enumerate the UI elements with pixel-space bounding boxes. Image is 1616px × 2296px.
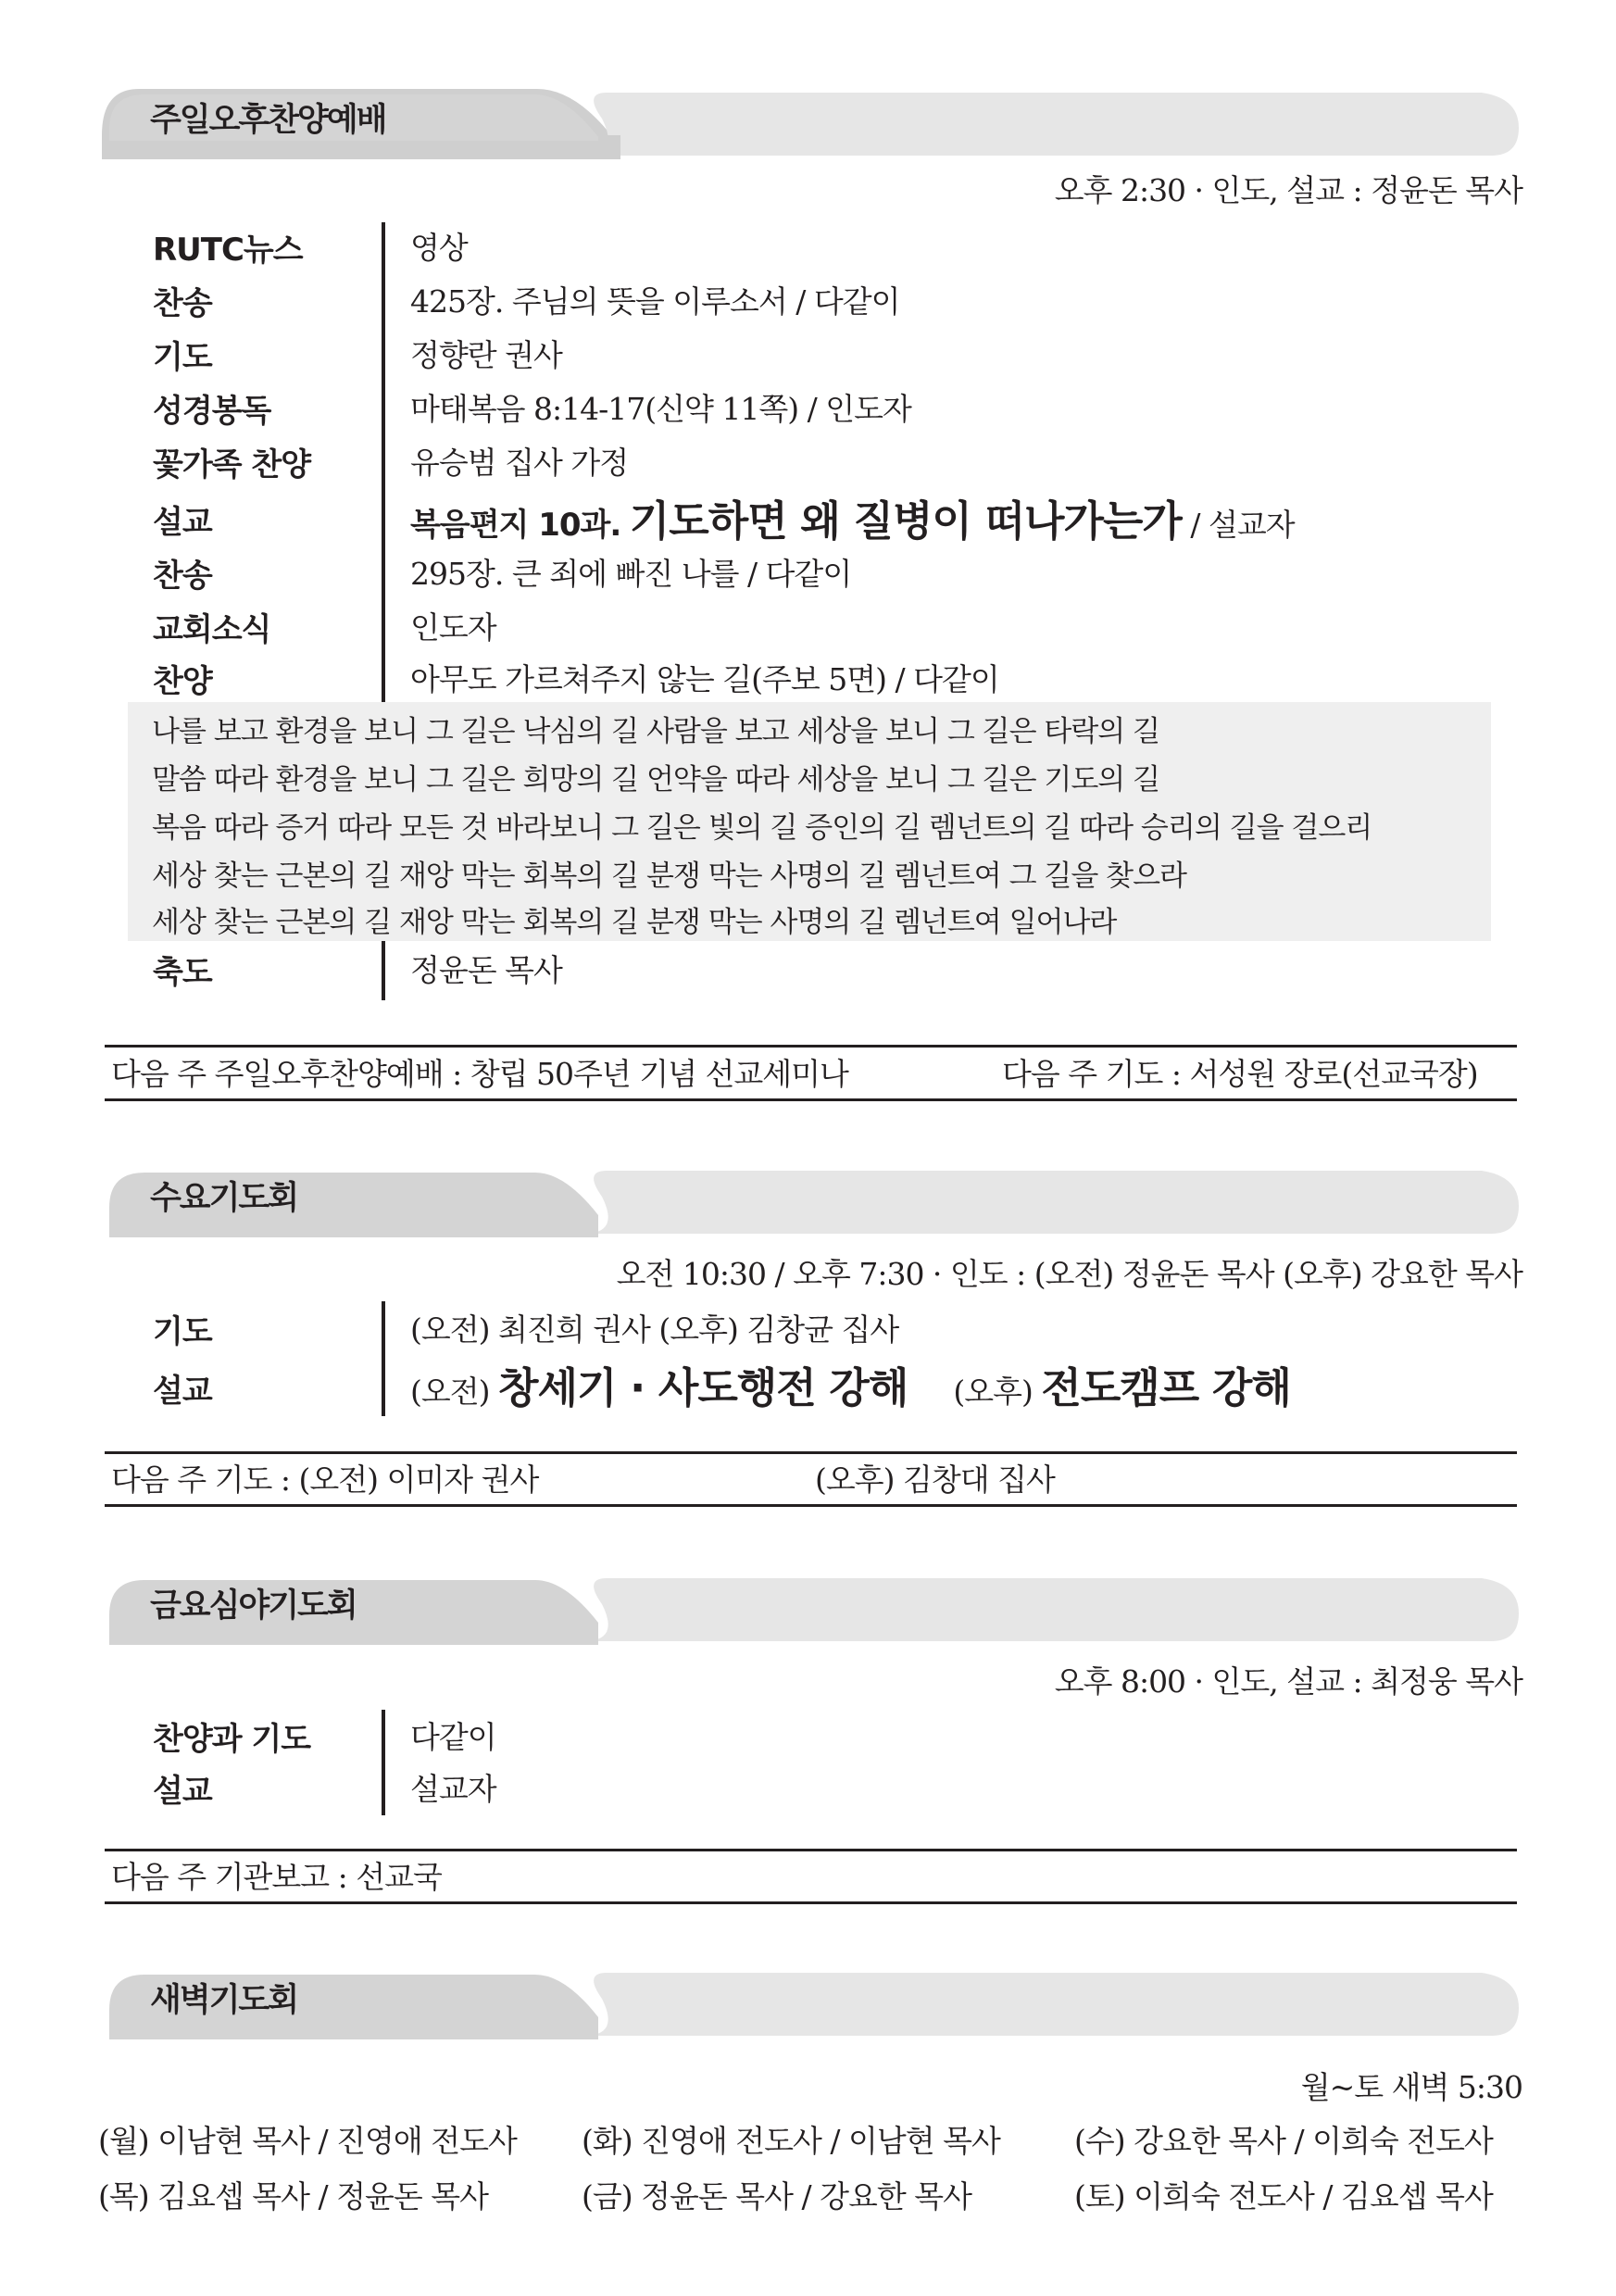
section-header-friday — [102, 1567, 1519, 1649]
rule-top — [105, 1045, 1517, 1048]
order-row-prayer — [153, 1300, 1449, 1354]
section-title: 금요심야기도회 — [150, 1587, 357, 1625]
lyrics-line: 나를 보고 환경을 보니 그 길은 낙심의 길 사람을 보고 세상을 보니 그 길은 타락의 길 — [152, 715, 1160, 748]
order-value: 영상 — [410, 230, 468, 266]
order-value: 정윤돈 목사 — [410, 952, 562, 988]
service-meta: 오후 2:30 · 인도, 설교 : 정윤돈 목사 — [1054, 172, 1522, 208]
sermon-pm-title: 전도캠프 강해 — [1041, 1363, 1291, 1412]
order-row-hymn-2 — [153, 545, 1449, 598]
lyrics-line: 세상 찾는 근본의 길 재앙 막는 회복의 길 분쟁 막는 사명의 길 렘넌트여 그 길을 찾으라 — [152, 859, 1186, 893]
order-value — [410, 487, 1295, 547]
order-label: 찬송 — [153, 558, 212, 595]
sermon-prefix: 복음편지 10과. — [410, 507, 621, 544]
section-header-sunday — [102, 82, 1519, 163]
order-label: 찬양과 기도 — [153, 1721, 311, 1758]
dawn-schedule-thu: (목) 김요셉 목사 / 정윤돈 목사 — [98, 2178, 488, 2214]
sermon-am-title: 창세기 · 사도행전 강해 — [498, 1363, 908, 1412]
rule-bottom — [105, 1098, 1517, 1101]
order-value: 425장. 주님의 뜻을 이루소서 / 다같이 — [410, 283, 900, 320]
order-row-sermon — [153, 1760, 1449, 1813]
order-row-sermon — [153, 1354, 1449, 1419]
order-label: 찬양 — [153, 663, 212, 700]
order-row-hymn — [153, 272, 1449, 326]
order-label: 기도 — [153, 339, 212, 376]
sermon-pm-tag: (오후) — [953, 1374, 1033, 1410]
lyrics-line: 세상 찾는 근본의 길 재앙 막는 회복의 길 분쟁 막는 사명의 길 렘넌트여 일어나라 — [152, 906, 1117, 939]
order-value: 유승범 집사 가정 — [410, 445, 629, 481]
service-meta: 오후 8:00 · 인도, 설교 : 최정웅 목사 — [1054, 1663, 1522, 1700]
sermon-title: 기도하면 왜 질병이 떠나가는가 — [629, 496, 1182, 546]
lyrics-line: 복음 따라 증거 따라 모든 것 바라보니 그 길은 빛의 길 증인의 길 렘넌트의 길 따라 승리의 길을 걸으리 — [152, 811, 1372, 845]
order-value: 설교자 — [410, 1771, 496, 1807]
order-value: 295장. 큰 죄에 빠진 나를 / 다같이 — [410, 556, 852, 592]
section-header-wednesday — [102, 1160, 1519, 1241]
order-row-praise — [153, 650, 1449, 704]
order-label: RUTC뉴스 — [153, 232, 303, 269]
lyrics-box — [128, 702, 1491, 941]
order-row-scripture — [153, 380, 1449, 433]
rule-bottom — [105, 1901, 1517, 1904]
order-row-benediction — [153, 941, 1449, 995]
order-label: 꽃가족 찬양 — [153, 446, 311, 483]
rule-top — [105, 1849, 1517, 1851]
order-value: 마태복음 8:14-17(신약 11쪽) / 인도자 — [410, 391, 911, 427]
sermon-suffix: / 설교자 — [1190, 507, 1295, 543]
order-value: 정향란 권사 — [410, 337, 562, 373]
dawn-schedule-sat: (토) 이희숙 전도사 / 김요셉 목사 — [1074, 2178, 1493, 2214]
order-row-news — [153, 219, 1449, 272]
order-row-prayer — [153, 326, 1449, 380]
order-label: 설교 — [153, 504, 212, 541]
order-label: 설교 — [153, 1773, 212, 1810]
dawn-schedule-fri: (금) 정윤돈 목사 / 강요한 목사 — [582, 2178, 971, 2214]
order-label: 기도 — [153, 1313, 212, 1350]
order-row-sermon — [153, 487, 1449, 548]
section-title: 새벽기도회 — [150, 1982, 298, 2019]
order-label: 축도 — [153, 954, 212, 991]
next-week-prayer: 다음 주 기도 : (오전) 이미자 권사 — [111, 1462, 539, 1498]
order-value: 아무도 가르쳐주지 않는 길(주보 5면) / 다같이 — [410, 661, 999, 697]
section-title: 수요기도회 — [150, 1180, 298, 1217]
next-week-prayer: 다음 주 기도 : 서성원 장로(선교국장) — [1002, 1056, 1478, 1092]
sermon-am-tag: (오전) — [410, 1374, 490, 1410]
order-label: 찬송 — [153, 285, 212, 322]
section-header-bar — [102, 1160, 1519, 1241]
dawn-schedule-tue: (화) 진영애 전도사 / 이남현 목사 — [582, 2123, 1000, 2159]
order-value — [410, 1354, 1291, 1414]
order-label: 성경봉독 — [153, 393, 271, 430]
section-title: 주일오후찬양예배 — [150, 102, 386, 139]
order-value: 다같이 — [410, 1719, 496, 1755]
section-header-bar — [102, 1962, 1519, 2043]
order-label: 교회소식 — [153, 611, 271, 648]
dawn-schedule-mon: (월) 이남현 목사 / 진영애 전도사 — [98, 2123, 517, 2159]
order-value: 인도자 — [410, 609, 496, 646]
next-week-prayer-pm: (오후) 김창대 집사 — [815, 1462, 1055, 1498]
order-row-family-praise — [153, 433, 1449, 487]
dawn-schedule-wed: (수) 강요한 목사 / 이희숙 전도사 — [1074, 2123, 1493, 2159]
next-week-service: 다음 주 주일오후찬양예배 : 창립 50주년 기념 선교세미나 — [111, 1056, 848, 1092]
rule-top — [105, 1451, 1517, 1454]
section-header-dawn — [102, 1962, 1519, 2043]
order-row-praise-prayer — [153, 1708, 1449, 1762]
next-week-report: 다음 주 기관보고 : 선교국 — [111, 1859, 442, 1895]
service-meta: 오전 10:30 / 오후 7:30 · 인도 : (오전) 정윤돈 목사 (오후) 강요한 목사 — [616, 1256, 1522, 1292]
order-label: 설교 — [153, 1373, 212, 1410]
lyrics-line: 말씀 따라 환경을 보니 그 길은 희망의 길 언약을 따라 세상을 보니 그 길은 기도의 길 — [152, 763, 1160, 797]
order-row-announcements — [153, 598, 1449, 652]
service-meta: 월~토 새벽 5:30 — [1300, 2069, 1522, 2105]
rule-bottom — [105, 1504, 1517, 1507]
order-value: (오전) 최진희 권사 (오후) 김창균 집사 — [410, 1311, 899, 1348]
